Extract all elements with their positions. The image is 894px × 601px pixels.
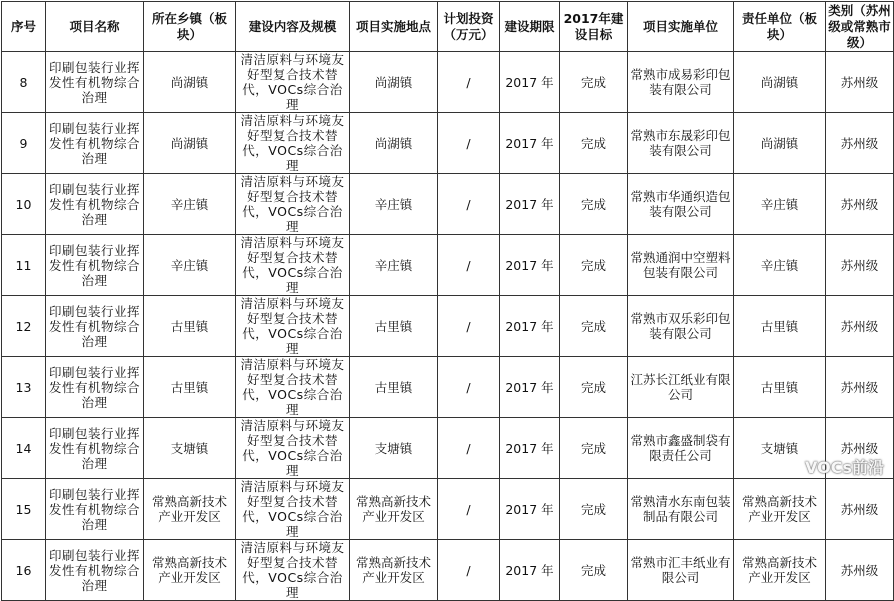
- category-cell: 苏州级: [826, 52, 894, 113]
- watermark-text: VOCs前沿: [805, 458, 884, 477]
- responsible-cell: 支塘镇: [734, 418, 826, 479]
- target-cell: 完成: [560, 52, 628, 113]
- col-unit-header: 项目实施单位: [628, 2, 734, 52]
- location-cell: 常熟高新技术产业开发区: [350, 540, 438, 601]
- seq-cell: 9: [2, 113, 46, 174]
- town-cell: 古里镇: [144, 357, 236, 418]
- seq-cell: 14: [2, 418, 46, 479]
- location-cell: 古里镇: [350, 296, 438, 357]
- period-cell: 2017 年: [500, 174, 560, 235]
- col-category-header: 类别（苏州级或常熟市级）: [826, 2, 894, 52]
- responsible-cell: 常熟高新技术产业开发区: [734, 540, 826, 601]
- period-cell: 2017 年: [500, 235, 560, 296]
- location-cell: 辛庄镇: [350, 174, 438, 235]
- period-cell: 2017 年: [500, 296, 560, 357]
- category-cell: 苏州级: [826, 479, 894, 540]
- responsible-cell: 尚湖镇: [734, 52, 826, 113]
- project-table: [1, 1, 894, 601]
- col-content-header: 建设内容及规模: [236, 2, 350, 52]
- category-cell: 苏州级: [826, 357, 894, 418]
- period-cell: 2017 年: [500, 52, 560, 113]
- content-cell: 清洁原料与环境友好型复合技术替代，VOCs综合治理: [236, 418, 350, 479]
- category-cell: 苏州级: [826, 296, 894, 357]
- category-cell: 苏州级: [826, 113, 894, 174]
- project-name-cell: 印刷包装行业挥发性有机物综合治理: [46, 418, 144, 479]
- investment-cell: /: [438, 235, 500, 296]
- table-row: [2, 296, 894, 357]
- col-investment-header: 计划投资（万元）: [438, 2, 500, 52]
- content-cell: 清洁原料与环境友好型复合技术替代，VOCs综合治理: [236, 479, 350, 540]
- category-cell: 苏州级: [826, 418, 894, 479]
- table-row: [2, 540, 894, 601]
- responsible-cell: 辛庄镇: [734, 235, 826, 296]
- col-responsible-header: 责任单位（板块）: [734, 2, 826, 52]
- unit-cell: 常熟市成易彩印包装有限公司: [628, 52, 734, 113]
- target-cell: 完成: [560, 113, 628, 174]
- town-cell: 古里镇: [144, 296, 236, 357]
- seq-cell: 15: [2, 479, 46, 540]
- content-cell: 清洁原料与环境友好型复合技术替代，VOCs综合治理: [236, 235, 350, 296]
- location-cell: 古里镇: [350, 357, 438, 418]
- table-row: [2, 174, 894, 235]
- col-location-header: 项目实施地点: [350, 2, 438, 52]
- responsible-cell: 古里镇: [734, 296, 826, 357]
- table-row: [2, 52, 894, 113]
- responsible-cell: 尚湖镇: [734, 113, 826, 174]
- content-cell: 清洁原料与环境友好型复合技术替代，VOCs综合治理: [236, 540, 350, 601]
- table-row: [2, 418, 894, 479]
- content-cell: 清洁原料与环境友好型复合技术替代，VOCs综合治理: [236, 357, 350, 418]
- seq-cell: 10: [2, 174, 46, 235]
- town-cell: 尚湖镇: [144, 52, 236, 113]
- seq-cell: 16: [2, 540, 46, 601]
- header-row: [2, 2, 894, 52]
- unit-cell: 常熟清水东南包装制品有限公司: [628, 479, 734, 540]
- table-row: [2, 357, 894, 418]
- unit-cell: 常熟通润中空塑料包装有限公司: [628, 235, 734, 296]
- responsible-cell: 古里镇: [734, 357, 826, 418]
- period-cell: 2017 年: [500, 113, 560, 174]
- investment-cell: /: [438, 540, 500, 601]
- town-cell: 常熟高新技术产业开发区: [144, 479, 236, 540]
- period-cell: 2017 年: [500, 540, 560, 601]
- wechat-icon: [783, 459, 801, 475]
- watermark: [783, 455, 884, 478]
- location-cell: 尚湖镇: [350, 113, 438, 174]
- location-cell: 常熟高新技术产业开发区: [350, 479, 438, 540]
- town-cell: 尚湖镇: [144, 113, 236, 174]
- investment-cell: /: [438, 479, 500, 540]
- col-target-header: 2017年建设目标: [560, 2, 628, 52]
- project-name-cell: 印刷包装行业挥发性有机物综合治理: [46, 174, 144, 235]
- responsible-cell: 常熟高新技术产业开发区: [734, 479, 826, 540]
- location-cell: 辛庄镇: [350, 235, 438, 296]
- unit-cell: 常熟市汇丰纸业有限公司: [628, 540, 734, 601]
- seq-cell: 12: [2, 296, 46, 357]
- project-name-cell: 印刷包装行业挥发性有机物综合治理: [46, 235, 144, 296]
- target-cell: 完成: [560, 296, 628, 357]
- seq-cell: 11: [2, 235, 46, 296]
- investment-cell: /: [438, 296, 500, 357]
- content-cell: 清洁原料与环境友好型复合技术替代，VOCs综合治理: [236, 52, 350, 113]
- location-cell: 支塘镇: [350, 418, 438, 479]
- period-cell: 2017 年: [500, 418, 560, 479]
- seq-cell: 13: [2, 357, 46, 418]
- unit-cell: 江苏长江纸业有限公司: [628, 357, 734, 418]
- col-seq-header: 序号: [2, 2, 46, 52]
- town-cell: 辛庄镇: [144, 174, 236, 235]
- table-row: [2, 235, 894, 296]
- target-cell: 完成: [560, 540, 628, 601]
- target-cell: 完成: [560, 357, 628, 418]
- project-name-cell: 印刷包装行业挥发性有机物综合治理: [46, 540, 144, 601]
- category-cell: 苏州级: [826, 174, 894, 235]
- town-cell: 辛庄镇: [144, 235, 236, 296]
- unit-cell: 常熟市华通织造包装有限公司: [628, 174, 734, 235]
- content-cell: 清洁原料与环境友好型复合技术替代，VOCs综合治理: [236, 113, 350, 174]
- seq-cell: 8: [2, 52, 46, 113]
- town-cell: 常熟高新技术产业开发区: [144, 540, 236, 601]
- table-row: [2, 113, 894, 174]
- unit-cell: 常熟市双乐彩印包装有限公司: [628, 296, 734, 357]
- project-name-cell: 印刷包装行业挥发性有机物综合治理: [46, 52, 144, 113]
- unit-cell: 常熟市鑫盛制袋有限责任公司: [628, 418, 734, 479]
- location-cell: 尚湖镇: [350, 52, 438, 113]
- content-cell: 清洁原料与环境友好型复合技术替代，VOCs综合治理: [236, 174, 350, 235]
- col-project-name-header: 项目名称: [46, 2, 144, 52]
- project-name-cell: 印刷包装行业挥发性有机物综合治理: [46, 113, 144, 174]
- col-period-header: 建设期限: [500, 2, 560, 52]
- col-town-header: 所在乡镇（板块）: [144, 2, 236, 52]
- unit-cell: 常熟市东晟彩印包装有限公司: [628, 113, 734, 174]
- target-cell: 完成: [560, 174, 628, 235]
- category-cell: 苏州级: [826, 235, 894, 296]
- category-cell: 苏州级: [826, 540, 894, 601]
- project-name-cell: 印刷包装行业挥发性有机物综合治理: [46, 357, 144, 418]
- investment-cell: /: [438, 113, 500, 174]
- responsible-cell: 辛庄镇: [734, 174, 826, 235]
- investment-cell: /: [438, 357, 500, 418]
- town-cell: 支塘镇: [144, 418, 236, 479]
- investment-cell: /: [438, 174, 500, 235]
- investment-cell: /: [438, 418, 500, 479]
- target-cell: 完成: [560, 418, 628, 479]
- period-cell: 2017 年: [500, 479, 560, 540]
- investment-cell: /: [438, 52, 500, 113]
- period-cell: 2017 年: [500, 357, 560, 418]
- content-cell: 清洁原料与环境友好型复合技术替代，VOCs综合治理: [236, 296, 350, 357]
- target-cell: 完成: [560, 479, 628, 540]
- project-name-cell: 印刷包装行业挥发性有机物综合治理: [46, 479, 144, 540]
- table-row: [2, 479, 894, 540]
- project-name-cell: 印刷包装行业挥发性有机物综合治理: [46, 296, 144, 357]
- target-cell: 完成: [560, 235, 628, 296]
